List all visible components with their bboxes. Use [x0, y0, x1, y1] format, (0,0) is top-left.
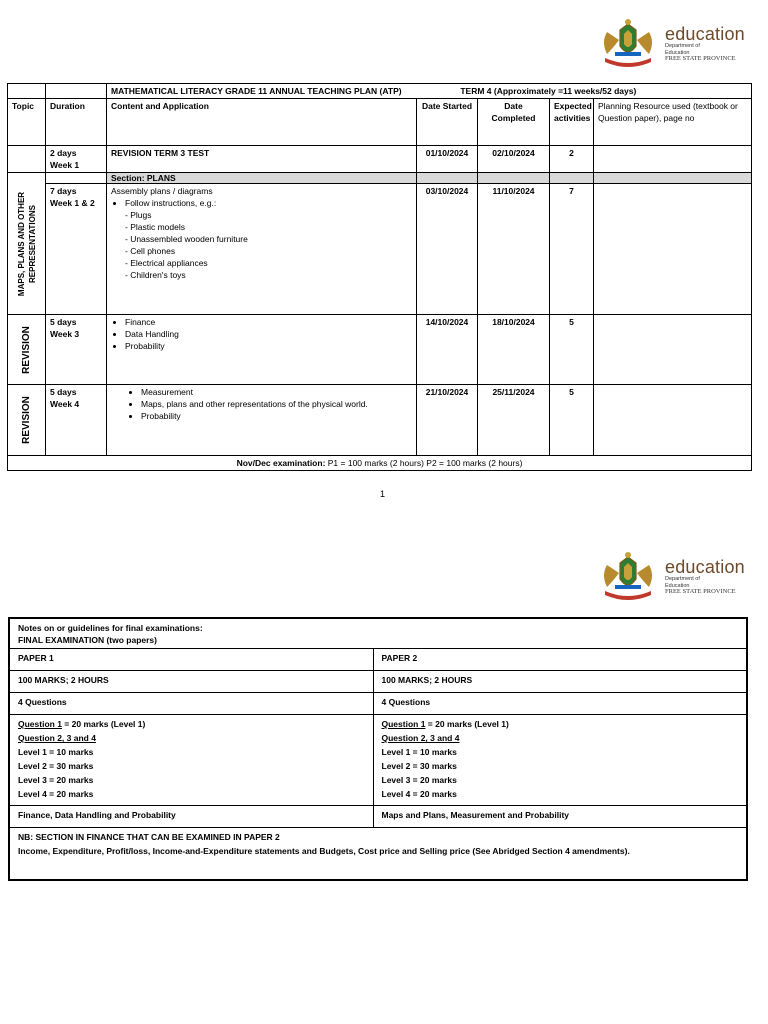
paper1-topics: Finance, Data Handling and Probability	[9, 806, 373, 828]
paper1-q1-marks: = 20 marks (Level 1)	[61, 719, 146, 729]
paper2-level: Level 2 = 30 marks	[381, 761, 457, 771]
paper1-q1: Question 1	[18, 719, 62, 729]
paper2-level: Level 4 = 20 marks	[381, 789, 457, 799]
exam-notes: Notes on or guidelines for final examinations:	[18, 623, 203, 633]
list-item: • Finance	[125, 316, 412, 328]
duration-days: 5 days	[50, 387, 77, 397]
duration-week: Week 3	[50, 329, 80, 339]
paper1-level: Level 2 = 30 marks	[18, 761, 94, 771]
topic-label: REVISION	[20, 396, 32, 444]
planning-cell	[594, 146, 752, 173]
paper2-marks: 100 MARKS; 2 HOURS	[373, 671, 747, 693]
shade-cell	[478, 173, 550, 184]
paper1-breakdown	[9, 715, 373, 806]
exam-heading: FINAL EXAMINATION (two papers)	[18, 635, 157, 645]
paper2-q234: Question 2, 3 and 4	[381, 733, 460, 743]
logo-province: FREE STATE PROVINCE	[665, 55, 736, 63]
expected-activities: 7	[550, 184, 594, 315]
paper1-level: Level 3 = 20 marks	[18, 775, 94, 785]
logo-dept-line2: Education	[665, 49, 690, 56]
atp-term: TERM 4 (Approximately =11 weeks/52 days)	[460, 86, 637, 96]
list-item: - Plugs	[125, 210, 152, 221]
blank-cell	[46, 84, 107, 99]
header-duration: Duration	[46, 99, 107, 146]
paper2-q1-marks: = 20 marks (Level 1)	[425, 719, 509, 729]
content-cell: REVISION TERM 3 TEST	[107, 146, 417, 173]
list-item: - Plastic models	[125, 222, 185, 233]
topic-cell-vertical	[8, 315, 46, 385]
list-item: • Maps, plans and other representations of the physical world.	[141, 398, 412, 410]
content-cell	[107, 385, 417, 456]
content-title: Assembly plans / diagrams	[111, 186, 213, 197]
date-started: 01/10/2024	[417, 146, 478, 173]
logo-province: FREE STATE PROVINCE	[665, 588, 736, 596]
logo-title: education	[665, 557, 745, 578]
education-logo	[597, 551, 745, 603]
date-completed: 25/11/2024	[478, 385, 550, 456]
paper1-q234: Question 2, 3 and 4	[18, 733, 96, 743]
duration-week: Week 4	[50, 399, 80, 409]
header-topic: Topic	[8, 99, 46, 146]
shade-cell	[550, 173, 594, 184]
duration-days: 7 days	[50, 186, 77, 197]
date-started: 03/10/2024	[417, 184, 478, 315]
footer-label: Nov/Dec examination:	[236, 458, 326, 468]
footer-text: P1 = 100 marks (2 hours) P2 = 100 marks (2 hours)	[325, 458, 523, 468]
header-planning: Planning Resource used (textbook or Question paper), page no	[594, 99, 752, 146]
date-started: 14/10/2024	[417, 315, 478, 385]
paper1-title: PAPER 1	[9, 649, 373, 671]
expected-activities: 5	[550, 385, 594, 456]
paper2-breakdown	[373, 715, 747, 806]
list-item: • Probability	[141, 410, 412, 422]
paper1-questions: 4 Questions	[9, 693, 373, 715]
list-item: • Follow instructions, e.g.:	[125, 197, 412, 209]
list-item: • Measurement	[141, 386, 412, 398]
topic-cell	[8, 146, 46, 173]
list-item: - Children's toys	[125, 270, 186, 281]
list-item: - Unassembled wooden furniture	[125, 234, 248, 245]
exam-notes-cell	[9, 618, 747, 649]
header-date-started: Date Started	[417, 99, 478, 146]
paper2-level: Level 3 = 20 marks	[381, 775, 457, 785]
planning-cell	[594, 385, 752, 456]
nb-title: NB: SECTION IN FINANCE THAT CAN BE EXAMINED IN PAPER 2	[18, 832, 280, 842]
header-expected-activities: Expected activities	[550, 99, 594, 146]
exam-table	[8, 617, 748, 881]
duration-week: Week 1 & 2	[50, 198, 95, 209]
topic-label: REVISION	[20, 325, 32, 374]
topic-cell-vertical	[8, 385, 46, 456]
planning-cell	[594, 315, 752, 385]
duration-cell	[46, 184, 107, 315]
atp-table	[7, 83, 752, 471]
paper1-marks: 100 MARKS; 2 HOURS	[9, 671, 373, 693]
header-date-completed: Date Completed	[478, 99, 550, 146]
header-content: Content and Application	[107, 99, 417, 146]
coat-of-arms-icon	[597, 18, 659, 70]
duration-cell	[46, 315, 107, 385]
exam-footer	[8, 456, 752, 471]
expected-activities: 5	[550, 315, 594, 385]
date-completed: 11/10/2024	[478, 184, 550, 315]
duration-cell	[46, 385, 107, 456]
content-cell	[107, 315, 417, 385]
duration-cell	[46, 146, 107, 173]
logo-dept-line1: Department of	[665, 43, 700, 50]
paper2-q1: Question 1	[381, 719, 426, 729]
blank-cell	[46, 173, 107, 184]
paper1-level: Level 4 = 20 marks	[18, 789, 94, 799]
date-completed: 18/10/2024	[478, 315, 550, 385]
duration-days: 5 days	[50, 317, 77, 327]
logo-dept-line2: Education	[665, 582, 690, 589]
paper2-title: PAPER 2	[373, 649, 747, 671]
logo-title: education	[665, 24, 745, 45]
coat-of-arms-icon	[597, 551, 659, 603]
duration-days: 2 days	[50, 148, 77, 158]
list-item: • Probability	[125, 340, 412, 352]
expected-activities: 2	[550, 146, 594, 173]
planning-cell	[594, 184, 752, 315]
paper2-level: Level 1 = 10 marks	[381, 747, 457, 757]
logo-dept-line1: Department of	[665, 576, 700, 583]
date-started: 21/10/2024	[417, 385, 478, 456]
topic-label: MAPS, PLANS AND OTHER REPRESENTATIONS	[16, 191, 37, 296]
topic-cell-vertical	[8, 173, 46, 315]
paper2-questions: 4 Questions	[373, 693, 747, 715]
list-item: - Electrical appliances	[125, 258, 208, 269]
date-completed: 02/10/2024	[478, 146, 550, 173]
list-item: - Cell phones	[125, 246, 176, 257]
shade-cell	[417, 173, 478, 184]
nb-text: Income, Expenditure, Profit/loss, Income-and-Expenditure statements and Budgets, Cost price and Selling price (See Abridged Section 4 amendments).	[18, 846, 630, 856]
section-label: Section: PLANS	[107, 173, 417, 184]
paper2-topics: Maps and Plans, Measurement and Probability	[373, 806, 747, 828]
blank-cell	[8, 84, 46, 99]
atp-title: MATHEMATICAL LITERACY GRADE 11 ANNUAL TEACHING PLAN (ATP)	[111, 86, 402, 96]
page-number: 1	[380, 489, 386, 499]
duration-week: Week 1	[50, 160, 80, 170]
list-item: • Data Handling	[125, 328, 412, 340]
paper1-level: Level 1 = 10 marks	[18, 747, 94, 757]
content-cell	[107, 184, 417, 315]
shade-cell	[594, 173, 752, 184]
education-logo	[597, 18, 745, 70]
atp-title-cell	[107, 84, 752, 99]
nb-cell	[9, 828, 747, 880]
